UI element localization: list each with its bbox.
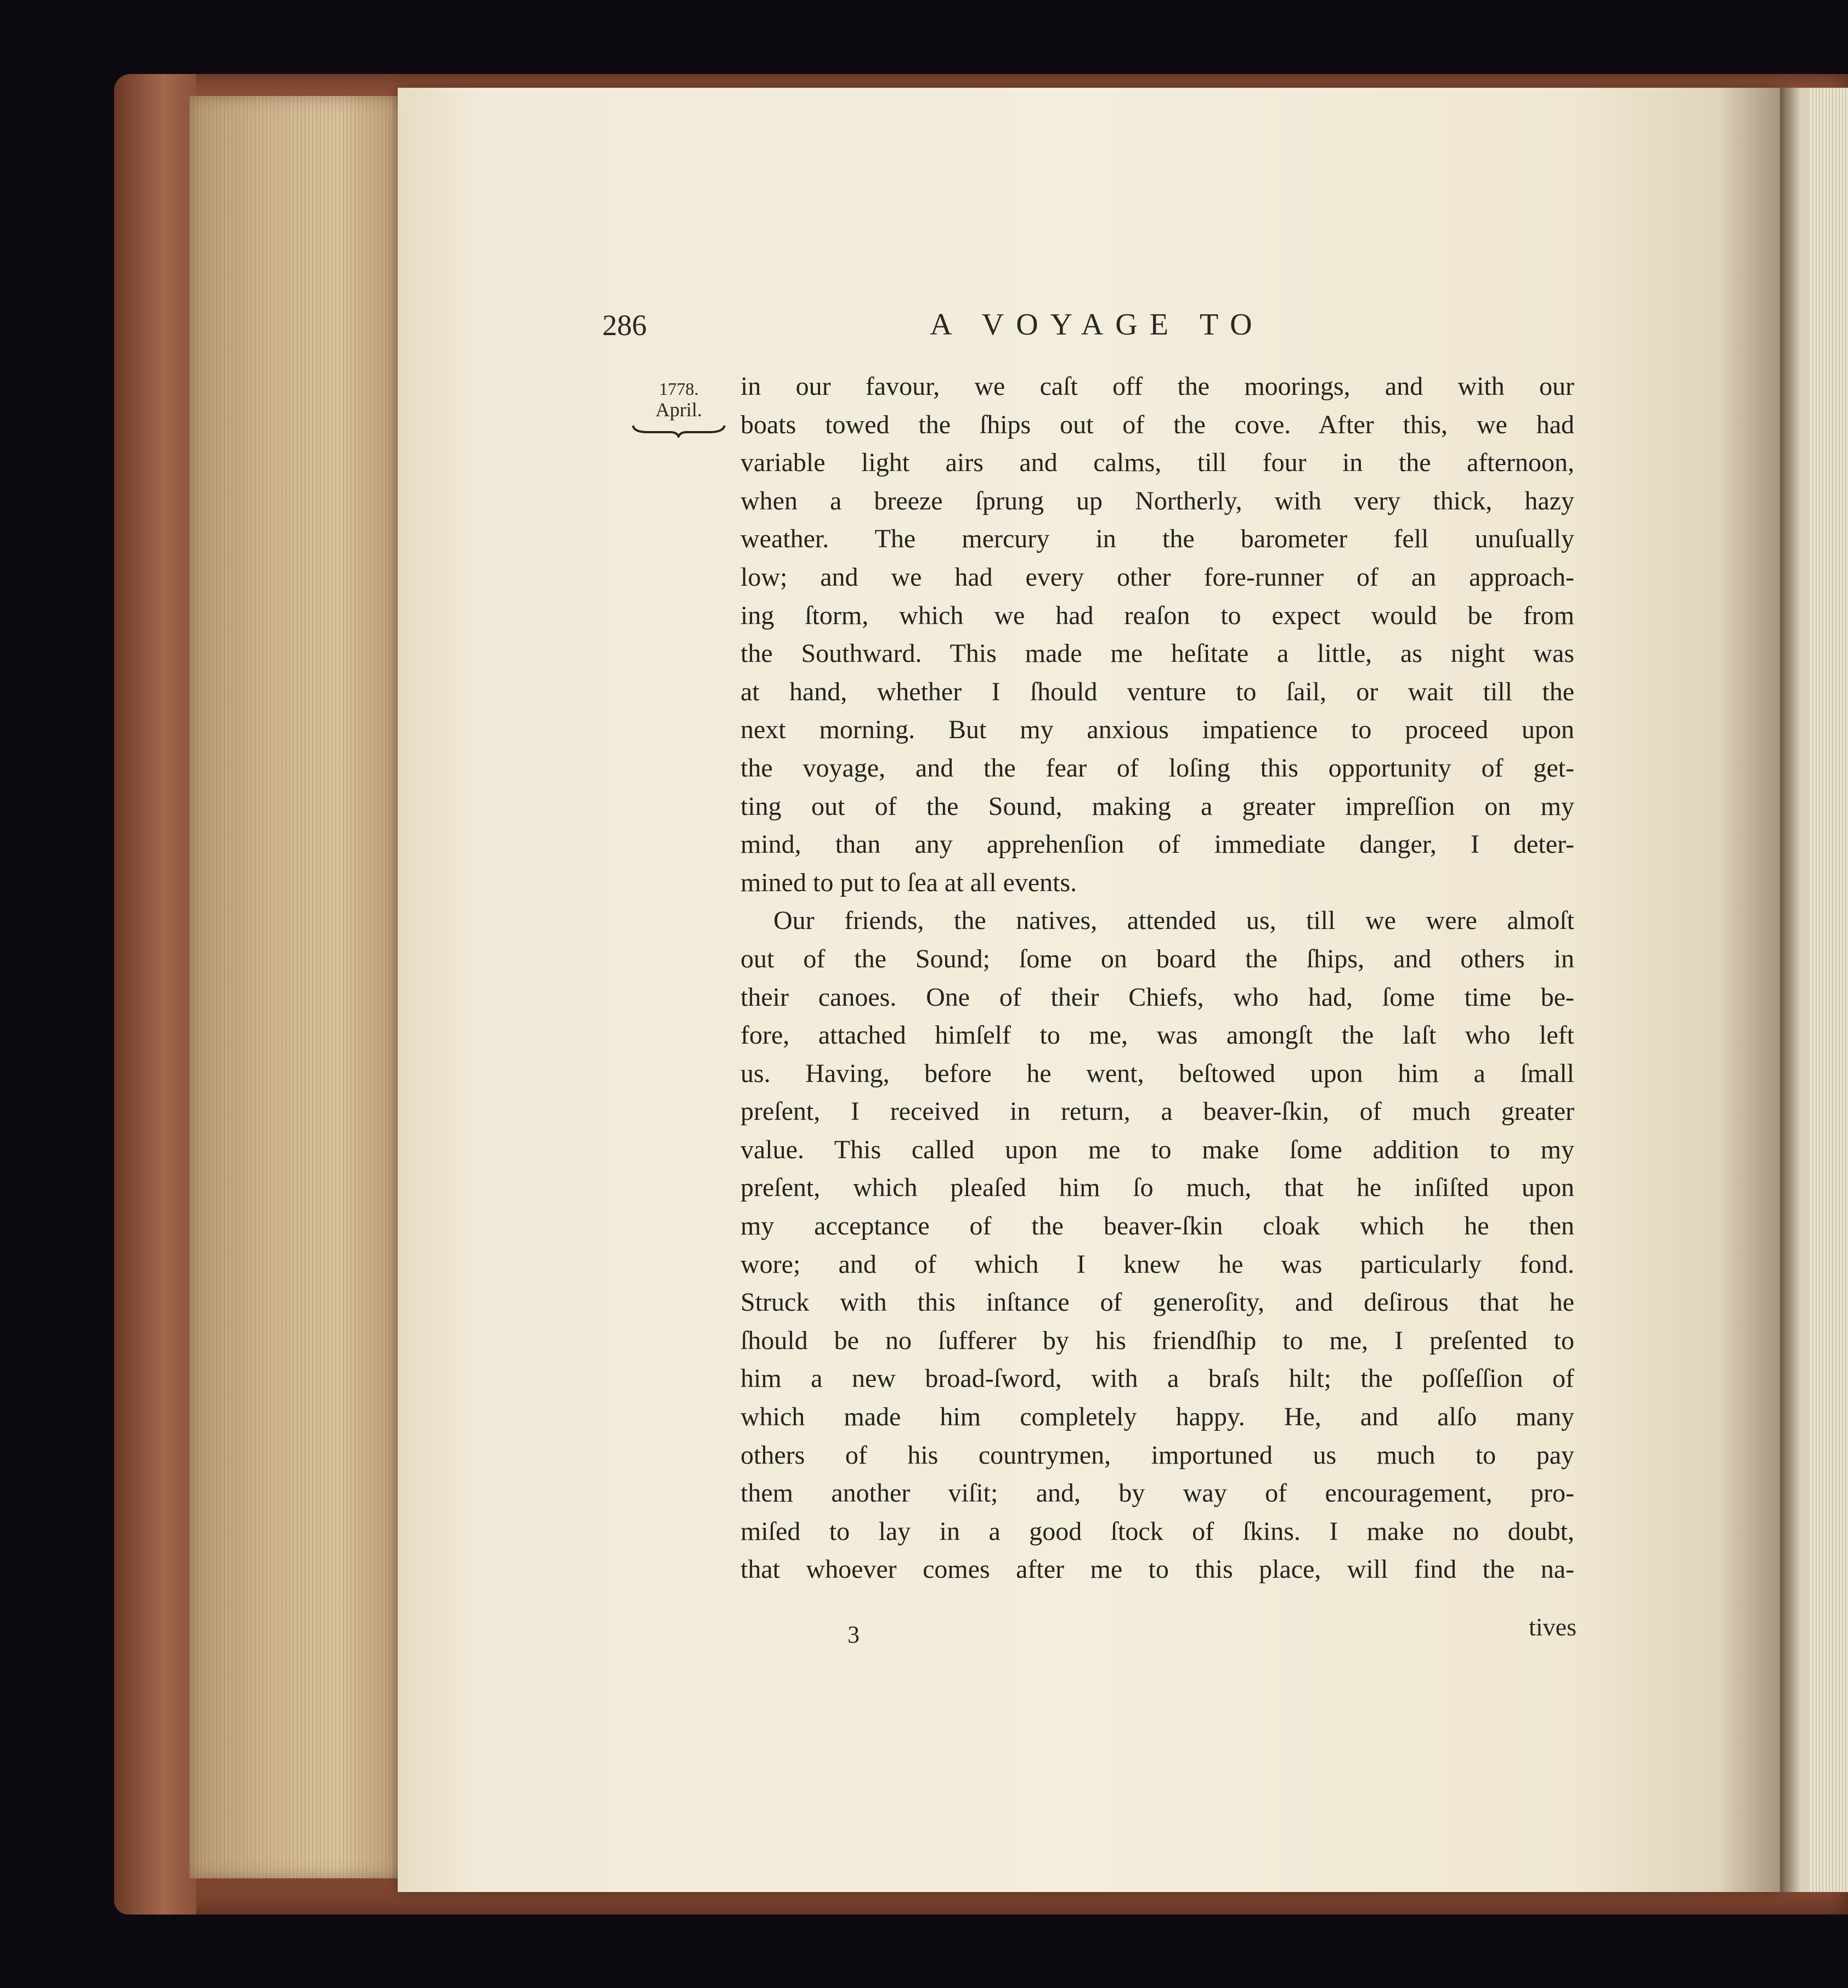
text-line: when a breeze ſprung up Northerly, with very thick, hazy xyxy=(741,486,1574,516)
text-line: miſed to lay in a good ſtock of ſkins. I make no doubt, xyxy=(741,1516,1574,1546)
text-line: mined to put to ſea at all events. xyxy=(741,868,1077,897)
page-number: 286 xyxy=(602,309,647,342)
text-line: their canoes. One of their Chiefs, who had, ſome time be- xyxy=(741,982,1574,1012)
paragraph xyxy=(741,902,1574,1589)
paragraph xyxy=(741,367,1574,902)
text-line: the voyage, and the fear of loſing this opportunity of get- xyxy=(741,753,1574,783)
text-line: Struck with this inſtance of generoſity, and deſirous that he xyxy=(741,1288,1574,1317)
text-line: wore; and of which I knew he was particularly fond. xyxy=(741,1249,1574,1279)
text-line: value. This called upon me to make ſome addition to my xyxy=(741,1135,1574,1164)
margin-month: April. xyxy=(655,399,702,421)
page-block-edge xyxy=(189,96,403,1878)
facing-page-edge xyxy=(1810,88,1848,1892)
text-line: others of his countrymen, importuned us much to pay xyxy=(741,1440,1574,1470)
text-line: the Southward. This made me heſitate a little, as night was xyxy=(741,639,1574,669)
body-text xyxy=(741,367,1574,1589)
text-line: Our friends, the natives, attended us, till we were almoſt xyxy=(773,906,1574,936)
text-line: out of the Sound; ſome on board the ſhips, and others in xyxy=(741,944,1574,973)
margin-note xyxy=(631,378,727,438)
brace-ornament xyxy=(631,422,727,438)
text-line: my acceptance of the beaver-ſkin cloak which he then xyxy=(741,1211,1574,1241)
text-line: preſent, I received in return, a beaver-ſkin, of much greater xyxy=(741,1097,1574,1126)
gutter-shadow xyxy=(1717,88,1780,1892)
text-line: us. Having, before he went, beſtowed upon him a ſmall xyxy=(741,1058,1574,1088)
text-line: weather. The mercury in the barometer fell unuſually xyxy=(741,524,1574,554)
running-head: A VOYAGE TO xyxy=(930,308,1264,342)
text-line: ting out of the Sound, making a greater impreſſion on my xyxy=(741,791,1574,821)
text-line: preſent, which pleaſed him ſo much, that he inſiſted upon xyxy=(741,1173,1574,1203)
text-line: in our favour, we caſt off the moorings, and with our xyxy=(741,372,1574,401)
margin-year: 1778. xyxy=(659,379,699,399)
text-line: him a new broad-ſword, with a braſs hilt; the poſſeſſion of xyxy=(741,1364,1574,1394)
text-line: boats towed the ſhips out of the cove. After this, we had xyxy=(741,410,1574,439)
text-line: ing ſtorm, which we had reaſon to expect would be from xyxy=(741,601,1574,630)
cover-spine xyxy=(114,74,196,1915)
text-line: mind, than any apprehenſion of immediate danger, I deter- xyxy=(741,830,1574,859)
text-line: low; and we had every other fore-runner of an approach- xyxy=(741,562,1574,592)
signature-mark: 3 xyxy=(847,1621,860,1648)
text-line: next morning. But my anxious impatience to proceed upon xyxy=(741,715,1574,745)
text-line: which made him completely happy. He, and alſo many xyxy=(741,1402,1574,1432)
text-line: that whoever comes after me to this place, will find the na- xyxy=(741,1555,1574,1584)
text-line: them another viſit; and, by way of encouragement, pro- xyxy=(741,1479,1574,1508)
text-line: variable light airs and calms, till four in the afternoon, xyxy=(741,448,1574,478)
catchword: tives xyxy=(1529,1613,1576,1641)
text-line: at hand, whether I ſhould venture to ſail, or wait till the xyxy=(741,677,1574,706)
text-line: fore, attached himſelf to me, was amongſt the laſt who left xyxy=(741,1021,1574,1050)
text-line: ſhould be no ſufferer by his friendſhip to me, I preſented to xyxy=(741,1326,1574,1355)
